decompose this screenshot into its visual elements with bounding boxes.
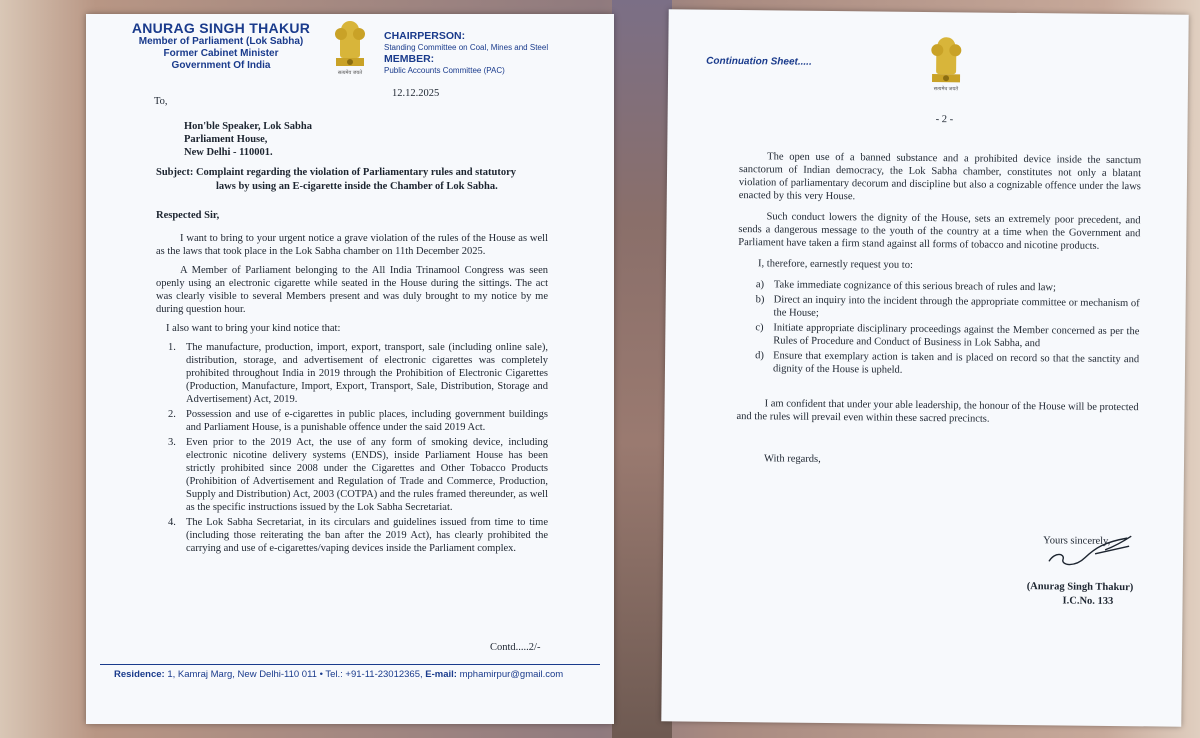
- paragraph-2: Such conduct lowers the dignity of the House, sets an extremely poor precedent, and sends a dangerous message to the youth of the country at a time when the Government and Parliament have taken a firm stand against all forms of tobacco and nicotine products.: [738, 211, 1141, 252]
- regards-line: With regards,: [763, 453, 821, 465]
- requests-list: [737, 278, 1140, 379]
- addressee-line-1: Hon'ble Speaker, Lok Sabha: [184, 121, 312, 132]
- member-label: MEMBER:: [384, 53, 435, 65]
- subject-line-2: laws by using an E-cigarette inside the Chamber of Lok Sabha.: [216, 181, 498, 192]
- letter-page-1: [86, 14, 614, 724]
- contd-note: Contd.....2/-: [490, 642, 541, 653]
- salutation: Respected Sir,: [156, 210, 220, 221]
- national-emblem-icon: [924, 34, 969, 94]
- list-item: b) Direct an inquiry into the incident through the appropriate committee or mechanism of the House;: [755, 294, 1140, 319]
- subject-block: [156, 166, 596, 194]
- addressee-block: [184, 120, 312, 159]
- ic-number: I.C.No. 133: [1062, 595, 1114, 607]
- closing-paragraph: I am confident that under your able leadership, the honour of the House will be protected and the rules will prevail even within these sacred precincts.: [736, 398, 1139, 425]
- yours-sincerely: Yours sincerely,: [1043, 535, 1111, 547]
- email-text: mphamirpur@gmail.com: [459, 669, 564, 680]
- letterhead-right: [384, 30, 548, 76]
- request-text: Direct an inquiry into the incident through the appropriate committee or mechanism of the House;: [773, 294, 1140, 319]
- emblem-caption: सत्यमेव जयते: [933, 86, 959, 93]
- subject-line-1: Complaint regarding the violation of Parliamentary rules and statutory: [195, 167, 517, 178]
- list-item: d) Ensure that exemplary action is taken and is placed on record so that the sanctity and dignity of the House is upheld.: [755, 350, 1140, 376]
- point-text: Even prior to the 2019 Act, the use of any form of smoking device, including electronic nicotine delivery systems (ENDS), inside Parliament House has been strictly prohibited since 2008 under the Cigarettes and Other Tobacco Products (Prohibition of Advertisement and Regulation of Trade and Commerce, Production, Supply and Distribution) Act, 2003 (COTPA) and the rules framed thereunder, as well as the specific instructions issued by the Lok Sabha Secretariat.: [186, 437, 548, 513]
- letter-page-2: [661, 9, 1188, 726]
- paragraph-1: I want to bring to your urgent notice a grave violation of the rules of the House as well as the laws that took place in the Lok Sabha chamber on 11th December 2025.: [156, 233, 548, 257]
- member-text: Public Accounts Committee (PAC): [384, 66, 505, 75]
- email-label: E-mail:: [425, 669, 457, 680]
- continuation-sheet-label: Continuation Sheet.....: [706, 55, 812, 68]
- sender-title-3: Government Of India: [171, 60, 271, 71]
- sender-title-1: Member of Parliament (Lok Sabha): [138, 36, 304, 47]
- point-text: The Lok Sabha Secretariat, in its circulars and guidelines issued from time to time (including those reiterating the ban after the 2019 Act), has clearly prohibited the carrying and use of e-cigarettes/vaping devices inside the Parliament complex.: [186, 517, 548, 554]
- letter-date: 12.12.2025: [392, 88, 440, 99]
- paragraph-3: I, therefore, earnestly request you to:: [758, 258, 913, 271]
- body-block: [156, 232, 548, 555]
- list-item: 3. Even prior to the 2019 Act, the use of any form of smoking device, including electronic nicotine delivery systems (ENDS), inside Parliament House has been strictly prohibited since 2008 under the Cigarettes and Other Tobacco Products (Prohibition of Advertisement and Regulation of Trade and Commerce, Production, Supply and Distribution) Act, 2003 (COTPA) and the rules framed thereunder, as well as the specific instructions issued by the Lok Sabha Secretariat.: [168, 437, 548, 513]
- list-item: c) Initiate appropriate disciplinary proceedings against the Member concerned as per the Rules of Procedure and Conduct of Business in Lok Sabha, and: [755, 322, 1140, 350]
- to-line: To,: [154, 96, 168, 107]
- points-list: [156, 341, 548, 555]
- chairperson-label: CHAIRPERSON:: [384, 30, 466, 42]
- point-text: Possession and use of e-cigarettes in public places, including government buildings and Parliament House, is a punishable offence under the said 2019 Act.: [186, 409, 548, 433]
- addressee-line-2: Parliament House,: [184, 134, 268, 145]
- letter-footer: [114, 669, 563, 680]
- list-item: 1. The manufacture, production, import, export, transport, sale (including online sale), distribution, storage, and advertisement of electronic cigarettes was completely prohibited throughout India in 2019 through the Prohibition of Electronic Cigarettes (Production, Manufacture, Import, Export, Transport, Sale, Distribution, Storage and Advertisement) Act, 2019.: [168, 342, 548, 405]
- footer-divider: [100, 664, 600, 665]
- sender-title-2: Former Cabinet Minister: [163, 48, 279, 59]
- national-emblem-icon: [328, 18, 372, 78]
- request-text: Take immediate cognizance of this serious breach of rules and law;: [773, 279, 1056, 294]
- page-number: - 2 -: [935, 114, 954, 126]
- signature-image: [1045, 531, 1135, 572]
- residence-label: Residence:: [114, 669, 165, 680]
- list-item: a) Take immediate cognizance of this serious breach of rules and law;: [755, 279, 1056, 294]
- page2-body: [736, 150, 1141, 471]
- list-item: 2. Possession and use of e-cigarettes in public places, including government buildings and Parliament House, is a punishable offence under the said 2019 Act.: [168, 409, 548, 433]
- paragraph-3: I also want to bring your kind notice that:: [166, 323, 341, 334]
- request-text: Initiate appropriate disciplinary proceedings against the Member concerned as per the Rules of Procedure and Conduct of Business in Lok Sabha, and: [773, 322, 1140, 350]
- letterhead-left: [116, 20, 326, 72]
- emblem-caption: सत्यमेव जयते: [337, 70, 363, 76]
- subject-label: Subject:: [156, 167, 194, 178]
- point-text: The manufacture, production, import, export, transport, sale (including online sale), distribution, storage, and advertisement of electronic cigarettes was completely prohibited throughout India in 2019 through the Prohibition of Electronic Cigarettes (Production, Manufacture, Import, Export, Transport, Sale, Distribution, Storage and Advertisement) Act, 2019.: [186, 342, 548, 405]
- list-item: 4. The Lok Sabha Secretariat, in its circulars and guidelines issued from time to time (including those reiterating the ban after the 2019 Act), has clearly prohibited the carrying and use of e-cigarettes/vaping devices inside the Parliament complex.: [168, 517, 548, 554]
- request-text: Ensure that exemplary action is taken and is placed on record so that the sanctity and dignity of the House is upheld.: [772, 350, 1140, 376]
- addressee-line-3: New Delhi - 110001.: [184, 147, 273, 158]
- paragraph-1: The open use of a banned substance and a prohibited device inside the sanctum sanctorum of Indian democracy, the Lok Sabha chamber, constitutes not only a blatant violation of parliamentary decorum and discipline but also a cognizable offence under the laws enacted by this very House.: [738, 151, 1142, 203]
- residence-text: 1, Kamraj Marg, New Delhi-110 011 • Tel.: +91-11-23012365,: [167, 669, 423, 680]
- signatory-name: (Anurag Singh Thakur): [1026, 581, 1134, 594]
- paragraph-2: A Member of Parliament belonging to the All India Trinamool Congress was seen openly using an electronic cigarette while seated in the House during the sittings. The act was clearly visible to several Members present and was duly brought to my notice by me during question hour.: [156, 265, 548, 315]
- chairperson-text: Standing Committee on Coal, Mines and Steel: [384, 43, 549, 52]
- sender-name: ANURAG SINGH THAKUR: [131, 20, 311, 36]
